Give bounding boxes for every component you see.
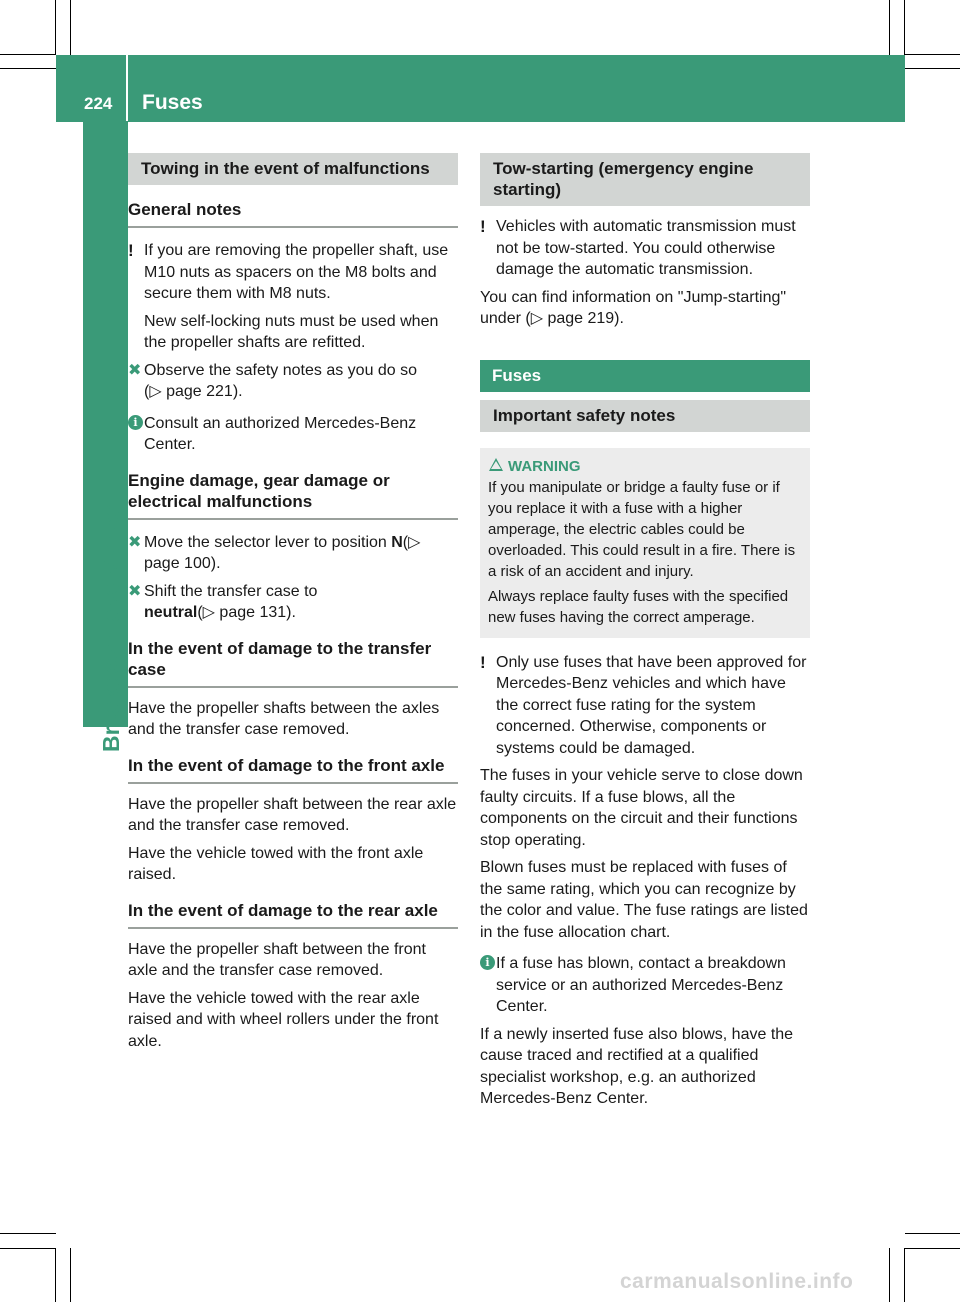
- step-text: Observe the safety notes as you do so: [144, 361, 418, 379]
- crop-mark: [70, 0, 71, 55]
- towing-heading: Towing in the event of malfunctions: [128, 153, 458, 185]
- warning-note-text: Vehicles with automatic transmission must not be tow-started. You could otherwise damage the automatic transmission.: [496, 218, 796, 278]
- warning-note-text: Only use fuses that have been approved for Mercedes-Benz vehicles and which have the correct fuse rating for the system concerned. Otherwise, components or systems could be damaged.: [496, 653, 807, 757]
- crop-mark: [70, 1248, 71, 1302]
- transfer-case-heading: In the event of damage to the transfer case: [128, 638, 458, 688]
- warning-note: [480, 652, 810, 760]
- transfer-case-text: Have the propeller shafts between the axles and the transfer case removed.: [128, 699, 440, 738]
- tow-starting-heading: Tow-starting (emergency engine starting): [480, 153, 810, 206]
- info-text: Consult an authorized Mercedes-Benz Center.: [144, 414, 417, 453]
- warning-note: [128, 240, 458, 354]
- crop-mark: [905, 54, 960, 55]
- warning-text: If you manipulate or bridge a faulty fuse or if you replace it with a fuse with a higher amperage, the electric cables could be overloaded. This could result in a fire. There is a risk of an accident and injury.: [488, 478, 796, 580]
- warning-text-2: Always replace faulty fuses with the specified new fuses having the correct amperage.: [488, 587, 789, 626]
- gear-position-value: N: [391, 533, 403, 551]
- crop-mark: [889, 0, 890, 55]
- crop-mark: [55, 1248, 56, 1302]
- front-axle-text: Have the propeller shaft between the rear axle and the transfer case removed.: [128, 795, 457, 834]
- warning-triangle-icon: [489, 458, 503, 471]
- step-arrow-icon: ✖: [128, 361, 142, 379]
- info-note: [128, 413, 458, 456]
- watermark: carmanualsonline.info: [620, 1270, 854, 1293]
- warning-note-text: If you are removing the propeller shaft, use M10 nuts as spacers on the M8 bolts and secure them with M8 nuts.: [144, 242, 449, 302]
- front-axle-heading: In the event of damage to the front axle: [128, 755, 458, 784]
- info-text: If a fuse has blown, contact a breakdown service or an authorized Mercedes-Benz Center.: [496, 955, 786, 1015]
- step-item: [128, 532, 458, 575]
- front-axle-text-2: Have the vehicle towed with the front axle raised.: [128, 844, 424, 883]
- warning-note-text-2: New self-locking nuts must be used when the propeller shafts are refitted.: [144, 312, 439, 351]
- page-reference-link[interactable]: (▷ page 221).: [144, 383, 243, 400]
- fuses-text: The fuses in your vehicle serve to close down faulty circuits. If a fuse blows, all the components on the circuit and their functions stop operating.: [480, 767, 803, 849]
- crop-mark: [905, 68, 960, 69]
- step-text: Shift the transfer case to: [144, 582, 318, 600]
- crop-mark: [0, 1248, 56, 1249]
- jump-start-text: You can find information on "Jump-starting" under (▷ page 219).: [480, 288, 787, 327]
- step-text: Move the selector lever to position: [144, 533, 392, 551]
- rear-axle-text: Have the propeller shaft between the front axle and the transfer case removed.: [128, 940, 426, 979]
- page-reference-link[interactable]: (▷ page 131).: [197, 604, 296, 621]
- crop-mark: [904, 0, 905, 55]
- side-tab-label: Breakdown assistance: [98, 503, 124, 752]
- page-number: 224: [84, 94, 113, 113]
- warning-box: [480, 448, 810, 638]
- info-note: [480, 953, 810, 1018]
- warning-note: [480, 216, 810, 281]
- fuses-text-3: If a newly inserted fuse also blows, have the cause traced and rectified at a qualified specialist workshop, e.g. an authorized Mercedes-Benz Center.: [480, 1025, 794, 1107]
- info-icon: i: [128, 415, 143, 430]
- step-arrow-icon: ✖: [128, 582, 142, 600]
- fuses-heading: Fuses: [480, 360, 810, 392]
- left-column: [128, 153, 458, 1052]
- transfer-position-value: neutral: [144, 604, 198, 621]
- page-reference-link[interactable]: (▷ page 100).: [144, 533, 421, 572]
- step-item: [128, 360, 458, 403]
- right-column: [480, 153, 810, 1110]
- crop-mark: [0, 68, 56, 69]
- exclamation-icon: !: [480, 652, 486, 672]
- warning-title: [488, 456, 802, 477]
- engine-damage-heading: Engine damage, gear damage or electrical malfunctions: [128, 470, 458, 520]
- crop-mark: [889, 1248, 890, 1302]
- warning-title-text: WARNING: [508, 457, 581, 475]
- crop-mark: [905, 1248, 960, 1249]
- crop-mark: [905, 1233, 960, 1234]
- crop-mark: [0, 1233, 56, 1234]
- crop-mark: [55, 0, 56, 55]
- info-icon: i: [480, 955, 495, 970]
- step-arrow-icon: ✖: [128, 533, 142, 551]
- fuses-text-2: Blown fuses must be replaced with fuses of the same rating, which you can recognize by the color and value. The fuse ratings are listed in the fuse allocation chart.: [480, 859, 808, 941]
- rear-axle-heading: In the event of damage to the rear axle: [128, 900, 458, 929]
- section-title: Fuses: [142, 91, 203, 114]
- rear-axle-text-2: Have the vehicle towed with the rear axle raised and with wheel rollers under the front axle.: [128, 989, 439, 1050]
- header-separator: [126, 55, 128, 122]
- exclamation-icon: !: [480, 217, 486, 236]
- exclamation-icon: !: [128, 241, 134, 260]
- crop-mark: [904, 1248, 905, 1302]
- general-notes-heading: General notes: [128, 199, 458, 228]
- crop-mark: [0, 54, 56, 55]
- step-item: [128, 581, 458, 624]
- safety-notes-heading: Important safety notes: [480, 400, 810, 432]
